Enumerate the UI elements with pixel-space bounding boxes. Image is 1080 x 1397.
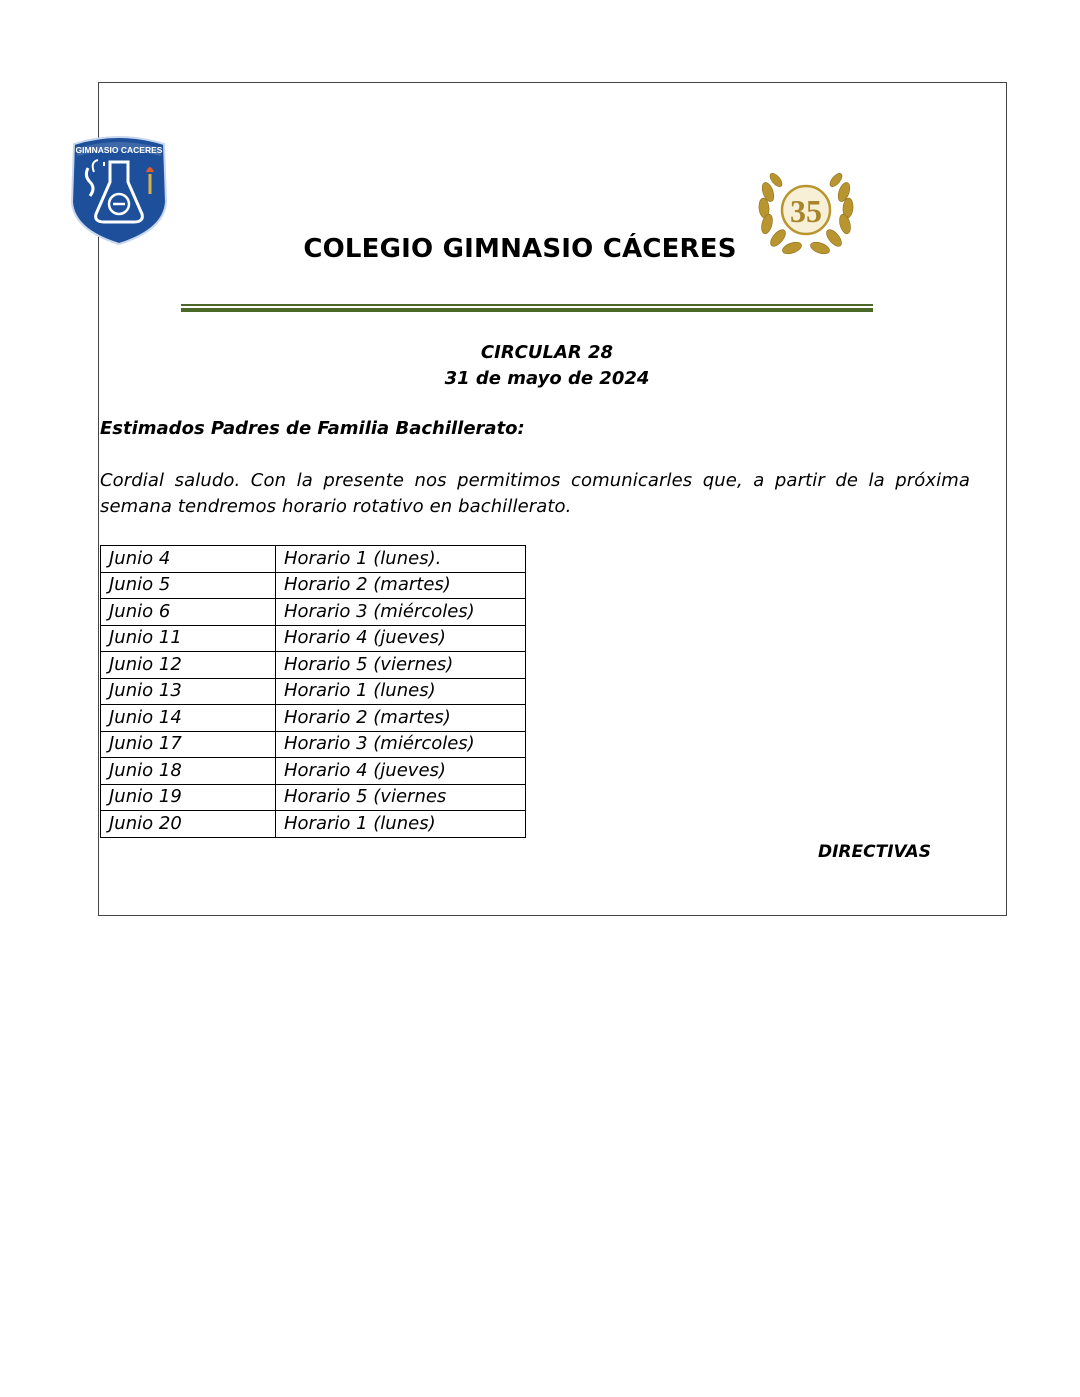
schedule-day-cell: Junio 4 — [101, 546, 276, 573]
schedule-horario-cell: Horario 3 (miércoles) — [276, 599, 526, 626]
school-name: COLEGIO GIMNASIO CÁCERES — [303, 234, 737, 264]
schedule-day-cell: Junio 5 — [101, 572, 276, 599]
signature: DIRECTIVAS — [818, 842, 931, 862]
school-shield-logo — [68, 132, 170, 246]
table-row — [101, 678, 526, 705]
greeting: Estimados Padres de Familia Bachillerato: — [100, 418, 525, 439]
schedule-table — [100, 545, 526, 838]
schedule-horario-cell: Horario 5 (viernes — [276, 784, 526, 811]
table-row — [101, 625, 526, 652]
schedule-day-cell: Junio 20 — [101, 811, 276, 838]
table-row — [101, 758, 526, 785]
schedule-day-cell: Junio 13 — [101, 678, 276, 705]
schedule-day-cell: Junio 14 — [101, 705, 276, 732]
header-divider — [181, 304, 873, 312]
schedule-horario-cell: Horario 1 (lunes). — [276, 546, 526, 573]
circular-heading — [400, 340, 694, 392]
table-row — [101, 811, 526, 838]
table-row — [101, 572, 526, 599]
table-row — [101, 599, 526, 626]
schedule-horario-cell: Horario 1 (lunes) — [276, 811, 526, 838]
anniversary-laurel-icon — [754, 162, 858, 258]
schedule-horario-cell: Horario 2 (martes) — [276, 572, 526, 599]
schedule-day-cell: Junio 6 — [101, 599, 276, 626]
schedule-day-cell: Junio 19 — [101, 784, 276, 811]
table-row — [101, 731, 526, 758]
logo-caption: GIMNASIO CACERES — [75, 145, 163, 155]
table-row — [101, 652, 526, 679]
schedule-day-cell: Junio 17 — [101, 731, 276, 758]
schedule-day-cell: Junio 12 — [101, 652, 276, 679]
schedule-horario-cell: Horario 2 (martes) — [276, 705, 526, 732]
table-row — [101, 546, 526, 573]
schedule-horario-cell: Horario 1 (lunes) — [276, 678, 526, 705]
circular-number: CIRCULAR 28 — [480, 342, 614, 363]
schedule-day-cell: Junio 18 — [101, 758, 276, 785]
anniversary-number: 35 — [790, 193, 822, 229]
intro-paragraph: Cordial saludo. Con la presente nos permitimos comunicarles que, a partir de la próxima semana tendremos horario rotativo en bachillerato. — [100, 470, 970, 517]
schedule-horario-cell: Horario 4 (jueves) — [276, 758, 526, 785]
schedule-horario-cell: Horario 3 (miércoles) — [276, 731, 526, 758]
schedule-day-cell: Junio 11 — [101, 625, 276, 652]
table-row — [101, 705, 526, 732]
schedule-horario-cell: Horario 4 (jueves) — [276, 625, 526, 652]
circular-date: 31 de mayo de 2024 — [444, 368, 650, 389]
table-row — [101, 784, 526, 811]
schedule-horario-cell: Horario 5 (viernes) — [276, 652, 526, 679]
